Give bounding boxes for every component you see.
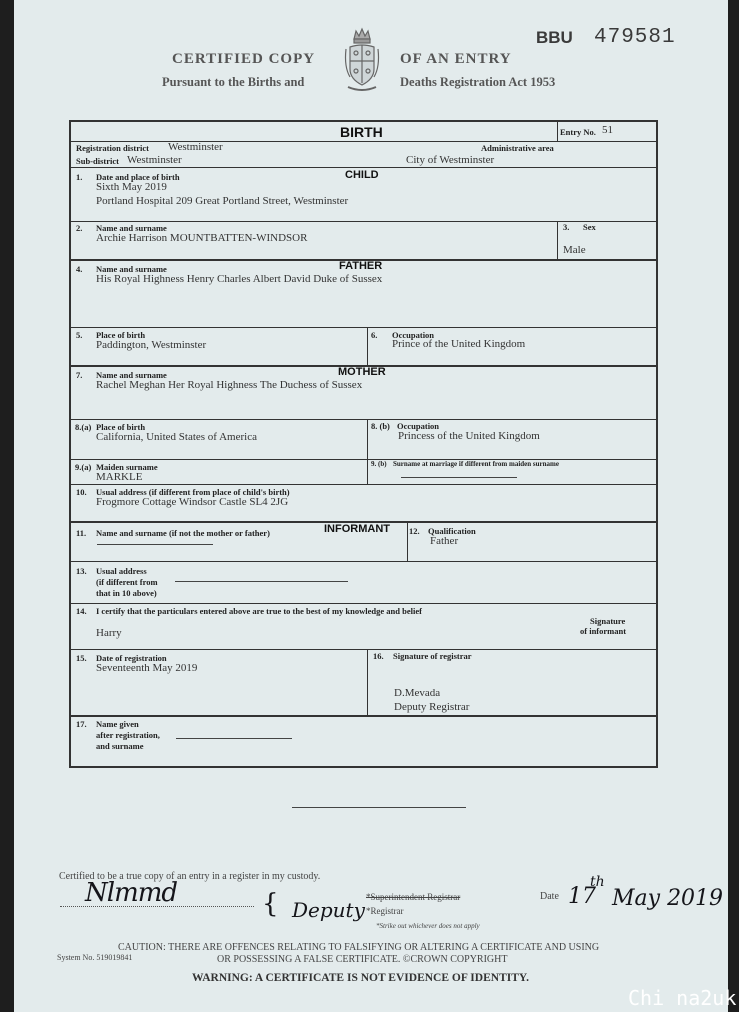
signature-of-informant-label-2: of informant xyxy=(580,626,627,636)
name-given-label: Name given xyxy=(96,719,139,729)
field-5-number: 5. xyxy=(76,330,83,340)
child-name-label: Name and surname xyxy=(96,223,167,233)
field-13-number: 13. xyxy=(76,566,87,576)
mother-section-title: MOTHER xyxy=(338,366,386,378)
registration-date-label: Date of registration xyxy=(96,653,167,663)
strike-note: *Strike out whichever does not apply xyxy=(376,922,480,930)
mother-name-value: Rachel Meghan Her Royal Highness The Duchess of Sussex xyxy=(96,379,363,391)
informant-address-label-3: that in 10 above) xyxy=(96,588,157,598)
sub-district-value: Westminster xyxy=(127,154,182,166)
field-17-number: 17. xyxy=(76,719,87,729)
caution-line-2: OR POSSESSING A FALSE CERTIFICATE. ©CROWN COPYRIGHT xyxy=(217,954,508,965)
registration-district-value: Westminster xyxy=(168,141,223,153)
date-handwritten-suffix: th xyxy=(590,874,605,890)
date-label: Date xyxy=(540,891,559,902)
registrar-signature-label: Signature of registrar xyxy=(393,651,472,661)
registrar-text: *Registrar xyxy=(366,906,404,916)
field-6-number: 6. xyxy=(371,330,378,340)
date-place-birth-label: Date and place of birth xyxy=(96,172,180,182)
mother-birthplace-value: California, United States of America xyxy=(96,431,257,443)
date-handwritten-rest: May 2019 xyxy=(612,886,724,911)
mother-occupation-value: Princess of the United Kingdom xyxy=(398,430,540,442)
informant-address-label: Usual address xyxy=(96,566,147,576)
registrar-name: D.Mevada xyxy=(394,687,441,699)
registrar-title: Deputy Registrar xyxy=(394,701,470,713)
administrative-area-label: Administrative area xyxy=(481,143,554,153)
field-16-number: 16. xyxy=(373,651,384,661)
name-given-label-2: after registration, xyxy=(96,730,160,740)
certifier-signature: Nlmmd xyxy=(85,878,178,908)
sub-district-label: Sub-district xyxy=(76,156,119,166)
field-2-number: 2. xyxy=(76,223,83,233)
warning-text: WARNING: A CERTIFICATE IS NOT EVIDENCE OF IDENTITY. xyxy=(192,972,530,984)
field-9a-number: 9.(a) xyxy=(75,462,92,472)
father-section-title: FATHER xyxy=(339,260,383,272)
field-8a-number: 8.(a) xyxy=(75,422,92,432)
field-8b-number: 8. (b) xyxy=(371,421,390,431)
of-an-entry-heading: OF AN ENTRY xyxy=(400,51,512,67)
certify-statement: I certify that the particulars entered above are true to the best of my knowledge and belief xyxy=(96,606,422,616)
usual-address-value: Frogmore Cottage Windsor Castle SL4 2JG xyxy=(96,496,289,508)
royal-crest-icon xyxy=(342,27,382,97)
entry-no-value: 51 xyxy=(602,124,613,136)
informant-name-label: Name and surname (if not the mother or father) xyxy=(96,528,270,538)
qualification-label: Qualification xyxy=(428,526,476,536)
brace: { xyxy=(262,889,279,919)
field-14-number: 14. xyxy=(76,606,87,616)
field-3-number: 3. xyxy=(563,222,570,232)
maiden-surname-value: MARKLE xyxy=(96,471,143,483)
name-given-label-3: and surname xyxy=(96,741,144,751)
superintendent-registrar-struck: *Superintendent Registrar xyxy=(366,892,461,902)
act-text: Deaths Registration Act 1953 xyxy=(400,75,556,89)
registration-date-value: Seventeenth May 2019 xyxy=(96,662,198,674)
informant-signature-value: Harry xyxy=(96,627,122,639)
divider-line xyxy=(292,807,466,808)
child-birth-place: Portland Hospital 209 Great Portland Street, Westminster xyxy=(96,195,349,207)
registration-district-label: Registration district xyxy=(76,143,149,153)
serial-number: 479581 xyxy=(594,26,676,49)
maiden-surname-label: Maiden surname xyxy=(96,462,158,472)
father-occupation-label: Occupation xyxy=(392,330,435,340)
field-1-number: 1. xyxy=(76,172,83,182)
father-birthplace-label: Place of birth xyxy=(96,330,146,340)
caution-line-1: CAUTION: THERE ARE OFFENCES RELATING TO FALSIFYING OR ALTERING A CERTIFICATE AND USING xyxy=(118,942,600,953)
serial-prefix: BBU xyxy=(536,28,573,47)
certified-copy-heading: CERTIFIED COPY xyxy=(172,51,316,67)
father-name-value: His Royal Highness Henry Charles Albert David Duke of Sussex xyxy=(96,273,383,285)
surname-at-marriage-label: Surname at marriage if different from maiden surname xyxy=(393,460,559,468)
entry-no-label: Entry No. xyxy=(560,127,596,137)
mother-birthplace-label: Place of birth xyxy=(96,422,146,432)
informant-address-label-2: (if different from xyxy=(96,577,158,587)
child-name-value: Archie Harrison MOUNTBATTEN-WINDSOR xyxy=(96,232,308,244)
sex-value: Male xyxy=(563,244,586,256)
informant-section-title: INFORMANT xyxy=(324,523,390,535)
field-4-number: 4. xyxy=(76,264,83,274)
field-15-number: 15. xyxy=(76,653,87,663)
deputy-handwritten: Deputy xyxy=(292,898,365,922)
usual-address-label: Usual address (if different from place of child's birth) xyxy=(96,487,290,497)
date-handwritten-day: 17 xyxy=(568,884,596,909)
birth-title: BIRTH xyxy=(340,124,383,140)
father-name-label: Name and surname xyxy=(96,264,167,274)
field-7-number: 7. xyxy=(76,370,83,380)
mother-name-label: Name and surname xyxy=(96,370,167,380)
certified-text: Certified to be a true copy of an entry in a register in my custody. xyxy=(59,871,321,882)
child-section-title: CHILD xyxy=(345,169,379,181)
field-11-number: 11. xyxy=(76,528,87,538)
field-9b-number: 9. (b) xyxy=(371,460,387,468)
mother-occupation-label: Occupation xyxy=(397,421,440,431)
watermark-text: Chi na2uk xyxy=(628,986,737,1010)
sex-label: Sex xyxy=(583,222,596,232)
field-10-number: 10. xyxy=(76,487,87,497)
child-birth-date: Sixth May 2019 xyxy=(96,181,167,193)
administrative-area-value: City of Westminster xyxy=(406,154,495,166)
signature-of-informant-label: Signature xyxy=(590,616,626,626)
pursuant-text: Pursuant to the Births and xyxy=(162,75,305,89)
father-birthplace-value: Paddington, Westminster xyxy=(96,339,207,351)
qualification-value: Father xyxy=(430,535,459,547)
field-12-number: 12. xyxy=(409,526,420,536)
father-occupation-value: Prince of the United Kingdom xyxy=(392,338,526,350)
system-number: System No. 519019841 xyxy=(57,953,133,962)
